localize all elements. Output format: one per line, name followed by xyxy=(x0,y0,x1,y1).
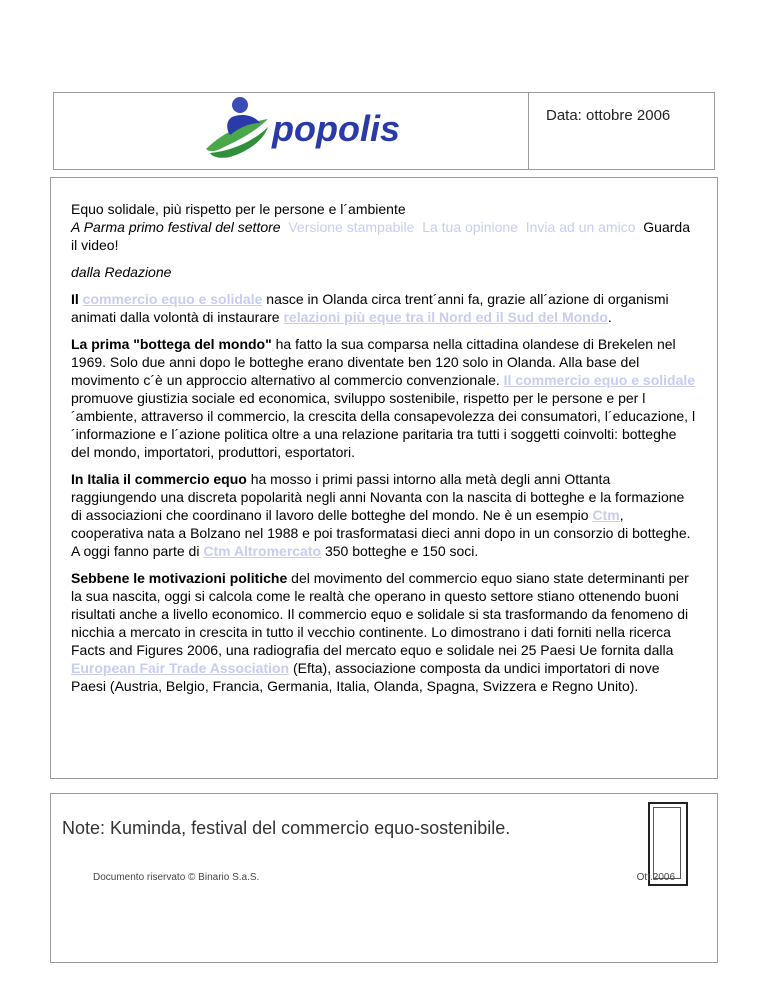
logo xyxy=(54,93,528,169)
p1-link-1[interactable]: commercio equo e solidale xyxy=(82,291,263,307)
byline: dalla Redazione xyxy=(71,264,172,280)
footer-copyright: Documento riservato © Binario S.a.S. xyxy=(93,872,260,883)
p1-text-2: nasce in Olanda circa trent´anni fa, grazie all´azione di organismi animati dalla volontà di instaurare xyxy=(71,291,669,325)
p4-bold: Sebbene le motivazioni politiche xyxy=(71,570,288,586)
p2-bold: La prima "bottega del mondo" xyxy=(71,336,272,352)
article-body xyxy=(71,200,696,704)
p3-link-1[interactable]: Ctm xyxy=(592,507,620,523)
article-box xyxy=(50,177,718,779)
p1-text-3: . xyxy=(607,309,612,325)
p3-text-1: ha mosso i primi passi intorno alla metà degli anni Ottanta raggiungendo una discreta popolarità negli anni Novanta con la nascita di botteghe e la formazione di associazioni che coordinano il lavoro delle botteghe del mondo. Ne è un esempio xyxy=(71,471,685,523)
header-box xyxy=(53,92,715,170)
popolis-logo-icon xyxy=(54,93,528,169)
opinion-link[interactable]: La tua opinione xyxy=(422,219,518,235)
p1-link-2[interactable]: relazioni più eque tra il Nord ed il Sud del Mondo xyxy=(283,309,608,325)
p2-text-1: ha fatto la sua comparsa nella cittadina olandese di Brekelen nel 1969. Solo due anni dopo le botteghe erano diventate ben 120 solo in Olanda. Alla base del movimento c´è un approccio alternativo al commercio convenzionale. xyxy=(71,336,676,388)
paragraph-3 xyxy=(71,470,696,560)
p2-link-1[interactable]: Il commercio equo e solidale xyxy=(503,372,696,388)
paragraph-4 xyxy=(71,569,696,695)
print-version-link[interactable]: Versione stampabile xyxy=(288,219,415,235)
article-title: Equo solidale, più rispetto per le persone e l´ambiente xyxy=(71,201,406,217)
p4-link-1[interactable]: European Fair Trade Association xyxy=(71,660,290,676)
note-box xyxy=(50,793,718,963)
paragraph-2 xyxy=(71,335,696,461)
send-friend-part2: amico xyxy=(598,219,636,235)
send-friend-part1: Invia ad un xyxy=(525,219,595,235)
p3-text-2: , cooperativa nata a Bolzano nel 1988 e poi trasformatasi dieci anni dopo in un consorzio di botteghe. A oggi fanno parte di xyxy=(71,507,691,559)
p3-bold: In Italia il commercio equo xyxy=(71,471,247,487)
p2-text-2: promuove giustizia sociale ed economica, sviluppo sostenibile, rispetto per le persone e per l´ambiente, attraverso il commercio, la crescita della consapevolezza dei consumatori, l´educazione, l´informazione e l´azione politica oltre a una relazione paritaria tra tutti i soggetti coinvolti: botteghe del mondo, importatori, produttori, esportatori. xyxy=(71,390,696,460)
p3-text-3: 350 botteghe e 150 soci. xyxy=(321,543,479,559)
note-text: Note: Kuminda, festival del commercio equo-sostenibile. xyxy=(62,818,511,838)
article-heading xyxy=(71,200,696,254)
paragraph-1 xyxy=(71,290,696,326)
article-subtitle: A Parma primo festival del settore xyxy=(71,219,281,235)
header-divider xyxy=(528,93,529,169)
p1-bold: Il xyxy=(71,291,83,307)
p3-link-2[interactable]: Ctm Altromercato xyxy=(203,543,322,559)
date-label: Data: ottobre 2006 xyxy=(546,107,671,124)
watch-video-label[interactable]: Guarda il video! xyxy=(71,219,690,253)
page-thumbnail-inner xyxy=(653,807,681,879)
footer-date: Ott.2006 xyxy=(636,872,675,883)
svg-text:popolis: popolis xyxy=(272,108,400,149)
p4-text-2: (Efta), associazione composta da undici importatori di nove Paesi (Austria, Belgio, Francia, Germania, Italia, Olanda, Spagna, Svizzera e Regno Unito). xyxy=(71,660,660,694)
p4-text-1: del movimento del commercio equo siano state determinanti per la sua nascita, oggi si calcola come le realtà che operano in questo settore stiano ottenendo buoni risultati anche a livello economico. Il commercio equo e solidale si sta trasformando da fenomeno di nicchia a mercato in crescita in tutto il vecchio continente. Lo dimostrano i dati forniti nella ricerca Facts and Figures 2006, una radiografia del mercato equo e solidale nei 25 Paesi Ue fornita dalla xyxy=(71,570,689,658)
send-friend-link[interactable] xyxy=(526,219,636,235)
